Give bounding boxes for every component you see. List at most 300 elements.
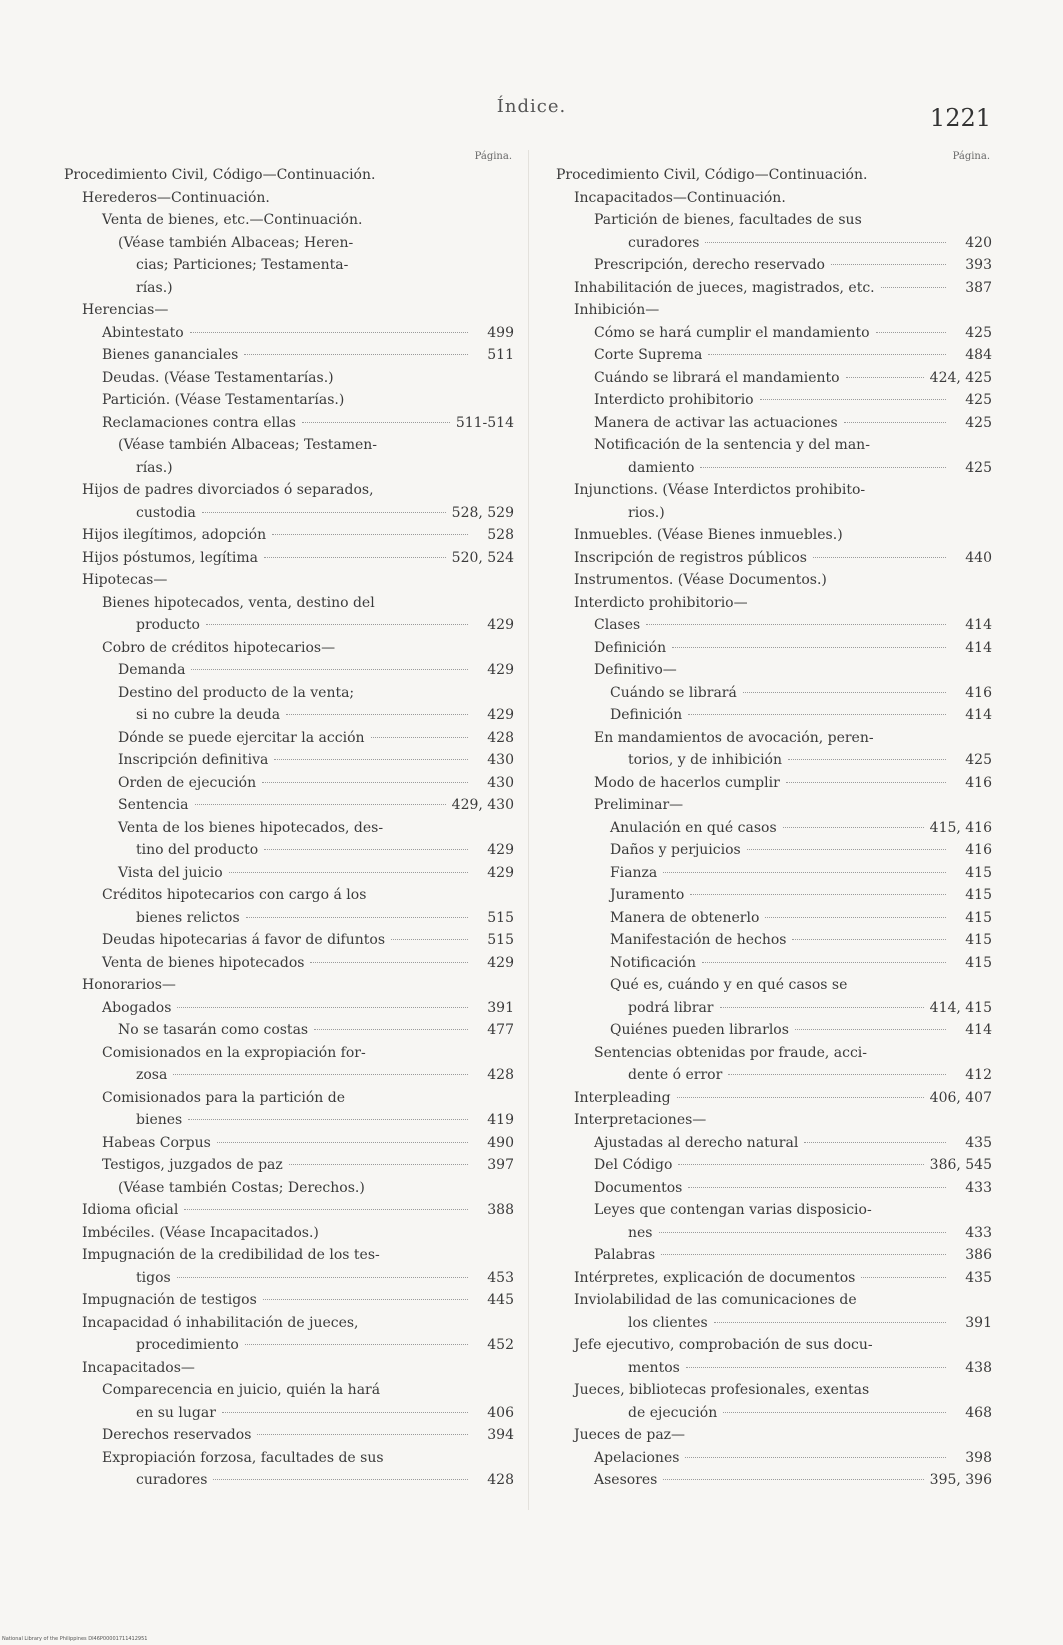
entry-page: 477 bbox=[487, 1022, 514, 1038]
index-entry bbox=[64, 1222, 514, 1245]
entry-text: cias; Particiones; Testamenta- bbox=[136, 257, 349, 273]
index-entry bbox=[556, 434, 992, 457]
entry-text: Quiénes pueden librarlos bbox=[610, 1022, 789, 1038]
entry-page: 419 bbox=[487, 1112, 514, 1128]
entry-page: 452 bbox=[487, 1337, 514, 1353]
index-entry bbox=[556, 592, 992, 615]
index-entry bbox=[64, 547, 514, 570]
index-entry bbox=[556, 277, 992, 300]
entry-text: Procedimiento Civil, Código—Continuación. bbox=[556, 167, 868, 183]
dot-leader bbox=[747, 849, 946, 850]
entry-page: 415, 416 bbox=[929, 819, 992, 836]
index-entry bbox=[556, 1042, 992, 1065]
index-entry bbox=[556, 232, 992, 255]
running-header: Índice. bbox=[496, 96, 567, 117]
dot-leader bbox=[760, 399, 946, 400]
index-entry bbox=[64, 502, 514, 525]
entry-page: 414 bbox=[965, 617, 992, 633]
entry-page: 415 bbox=[965, 909, 992, 926]
entry-text: Ajustadas al derecho natural bbox=[594, 1134, 799, 1151]
entry-text: Cómo se hará cumplir el mandamiento bbox=[594, 324, 870, 341]
index-entry bbox=[556, 569, 992, 592]
index-entry bbox=[556, 1402, 992, 1425]
index-entry bbox=[64, 862, 514, 885]
index-entry bbox=[556, 367, 992, 390]
entry-text: Interpretaciones— bbox=[574, 1112, 707, 1128]
entry-text: Honorarios— bbox=[82, 977, 176, 993]
index-entry bbox=[64, 1447, 514, 1470]
entry-page: 406, 407 bbox=[929, 1089, 992, 1106]
entry-text: Destino del producto de la venta; bbox=[118, 684, 355, 701]
entry-text: En mandamientos de avocación, peren- bbox=[594, 729, 874, 746]
entry-text: Jueces de paz— bbox=[574, 1427, 686, 1443]
entry-text: torios, y de inhibición bbox=[628, 752, 782, 768]
entry-text: Herederos—Continuación. bbox=[82, 189, 270, 206]
entry-text: (Véase también Costas; Derechos.) bbox=[118, 1179, 365, 1196]
pagina-label: Página. bbox=[952, 151, 990, 162]
dot-leader bbox=[202, 512, 446, 513]
entry-page: 429 bbox=[487, 662, 514, 678]
entry-text: Interdicto prohibitorio bbox=[594, 392, 754, 408]
dot-leader bbox=[678, 1164, 923, 1165]
entry-page: 511 bbox=[487, 347, 514, 363]
entry-text: Comisionados para la partición de bbox=[102, 1089, 346, 1106]
index-entry bbox=[64, 1357, 514, 1380]
entry-text: Cuándo se librará bbox=[610, 684, 737, 701]
entry-text: Inviolabilidad de las comunicaciones de bbox=[574, 1292, 857, 1308]
index-entry bbox=[64, 1064, 514, 1087]
index-entry bbox=[64, 974, 514, 997]
entry-text: Manera de obtenerlo bbox=[610, 909, 760, 926]
entry-text: Partición de bienes, facultades de sus bbox=[594, 212, 862, 228]
dot-leader bbox=[831, 264, 946, 265]
entry-text: Deudas. (Véase Testamentarías.) bbox=[102, 369, 334, 386]
index-entry bbox=[556, 907, 992, 930]
dot-leader bbox=[861, 1277, 946, 1278]
entry-page: 511-514 bbox=[455, 414, 514, 431]
entry-text: Preliminar— bbox=[594, 797, 684, 813]
index-entry bbox=[64, 907, 514, 930]
entry-page: 388 bbox=[487, 1202, 514, 1218]
index-entry bbox=[556, 817, 992, 840]
index-entry bbox=[64, 772, 514, 795]
index-entry bbox=[556, 1154, 992, 1177]
entry-page: 415 bbox=[965, 864, 992, 881]
entry-text: Sentencia bbox=[118, 797, 189, 813]
dot-leader bbox=[714, 1322, 946, 1323]
dot-leader bbox=[783, 827, 924, 828]
dot-leader bbox=[705, 242, 946, 243]
index-entry bbox=[64, 1267, 514, 1290]
index-entry bbox=[64, 929, 514, 952]
entry-text: Intérpretes, explicación de documentos bbox=[574, 1269, 856, 1286]
entry-page: 425 bbox=[965, 414, 992, 431]
index-entry bbox=[556, 524, 992, 547]
entry-page: 420 bbox=[965, 234, 992, 251]
entry-text: Inhabilitación de jueces, magistrados, etc. bbox=[574, 279, 875, 296]
dot-leader bbox=[177, 1277, 468, 1278]
dot-leader bbox=[184, 1209, 468, 1210]
dot-leader bbox=[690, 894, 946, 895]
entry-text: Clases bbox=[594, 617, 641, 633]
dot-leader bbox=[685, 1457, 946, 1458]
entry-page: 429 bbox=[487, 864, 514, 881]
index-entry bbox=[556, 1357, 992, 1380]
dot-leader bbox=[173, 1074, 468, 1075]
index-entry bbox=[556, 637, 992, 660]
entry-text: Testigos, juzgados de paz bbox=[102, 1157, 283, 1173]
column-divider bbox=[528, 150, 529, 1510]
dot-leader bbox=[195, 804, 446, 805]
dot-leader bbox=[672, 647, 946, 648]
entry-page: 416 bbox=[965, 684, 992, 701]
entry-text: Palabras bbox=[594, 1247, 656, 1263]
entry-text: Demanda bbox=[118, 662, 186, 678]
entry-text: Apelaciones bbox=[594, 1449, 680, 1466]
index-column-right bbox=[556, 150, 992, 1492]
entry-text: (Véase también Albaceas; Testamen- bbox=[118, 437, 377, 453]
entry-page: 528, 529 bbox=[451, 504, 514, 521]
page-number: 1221 bbox=[929, 104, 991, 132]
entry-text: Venta de bienes hipotecados bbox=[102, 954, 305, 971]
index-entry bbox=[64, 817, 514, 840]
pagina-label: Página. bbox=[474, 151, 512, 162]
entry-text: Imbéciles. (Véase Incapacitados.) bbox=[82, 1224, 319, 1241]
entry-text: damiento bbox=[628, 459, 695, 476]
entry-text: nes bbox=[628, 1224, 653, 1241]
entry-text: Incapacitados—Continuación. bbox=[574, 189, 786, 206]
index-entry bbox=[64, 704, 514, 727]
entry-text: Daños y perjuicios bbox=[610, 842, 741, 858]
entry-page: 520, 524 bbox=[451, 549, 514, 566]
index-entry bbox=[64, 1199, 514, 1222]
entry-text: Abogados bbox=[102, 999, 172, 1016]
dot-leader bbox=[786, 782, 946, 783]
dot-leader bbox=[188, 1119, 468, 1120]
dot-leader bbox=[723, 1412, 946, 1413]
index-entry bbox=[64, 277, 514, 300]
entry-text: Hijos ilegítimos, adopción bbox=[82, 527, 267, 543]
entry-page: 429, 430 bbox=[451, 797, 514, 813]
index-entry bbox=[556, 344, 992, 367]
entry-text: (Véase también Albaceas; Heren- bbox=[118, 234, 354, 251]
index-entry bbox=[64, 299, 514, 322]
entry-text: dente ó error bbox=[628, 1067, 723, 1083]
entry-text: Vista del juicio bbox=[118, 864, 223, 881]
entry-text: Hijos de padres divorciados ó separados, bbox=[82, 482, 374, 498]
index-entry bbox=[556, 614, 992, 637]
entry-text: Manera de activar las actuaciones bbox=[594, 414, 838, 431]
entry-page: 415 bbox=[965, 932, 992, 948]
entry-text: Inscripción definitiva bbox=[118, 752, 269, 768]
index-entry bbox=[64, 1402, 514, 1425]
entry-text: Procedimiento Civil, Código—Continuación. bbox=[64, 167, 376, 183]
entry-page: 415 bbox=[965, 954, 992, 971]
dot-leader bbox=[302, 422, 450, 423]
entry-text: Abintestato bbox=[102, 324, 184, 341]
entry-text: rías.) bbox=[136, 459, 173, 476]
entry-text: Fianza bbox=[610, 864, 658, 881]
dot-leader bbox=[659, 1232, 947, 1233]
dot-leader bbox=[804, 1142, 946, 1143]
entry-text: Jefe ejecutivo, comprobación de sus docu- bbox=[574, 1337, 873, 1353]
entry-text: Inscripción de registros públicos bbox=[574, 549, 807, 566]
dot-leader bbox=[728, 1074, 946, 1075]
entry-page: 440 bbox=[965, 549, 992, 566]
index-entry bbox=[64, 412, 514, 435]
dot-leader bbox=[245, 1344, 468, 1345]
index-entry bbox=[64, 1289, 514, 1312]
index-entry bbox=[64, 1132, 514, 1155]
entry-text: Derechos reservados bbox=[102, 1427, 252, 1443]
index-entry bbox=[64, 1244, 514, 1267]
entry-text: Bienes gananciales bbox=[102, 347, 239, 363]
index-entry bbox=[556, 1267, 992, 1290]
index-entry bbox=[556, 1019, 992, 1042]
entry-text: Cuándo se librará el mandamiento bbox=[594, 369, 840, 386]
entry-text: Anulación en qué casos bbox=[610, 819, 777, 836]
entry-page: 386, 545 bbox=[929, 1157, 992, 1173]
entry-text: los clientes bbox=[628, 1314, 708, 1331]
index-entry bbox=[556, 1064, 992, 1087]
index-entry bbox=[556, 389, 992, 412]
index-entry bbox=[64, 614, 514, 637]
index-entry bbox=[64, 1154, 514, 1177]
entry-page: 414 bbox=[965, 639, 992, 656]
index-entry bbox=[556, 1334, 992, 1357]
dot-leader bbox=[217, 1142, 468, 1143]
entry-page: 429 bbox=[487, 954, 514, 971]
index-entry bbox=[556, 1447, 992, 1470]
entry-text: Definición bbox=[610, 707, 683, 723]
index-entry bbox=[64, 749, 514, 772]
dot-leader bbox=[686, 1367, 946, 1368]
dot-leader bbox=[263, 1299, 468, 1300]
index-entry bbox=[556, 1244, 992, 1267]
entry-text: Corte Suprema bbox=[594, 347, 703, 363]
index-entry bbox=[64, 434, 514, 457]
dot-leader bbox=[677, 1097, 924, 1098]
index-entry bbox=[64, 1109, 514, 1132]
index-column-left bbox=[64, 150, 514, 1492]
index-entry bbox=[64, 479, 514, 502]
entry-text: Impugnación de testigos bbox=[82, 1292, 257, 1308]
entry-text: Interdicto prohibitorio— bbox=[574, 594, 748, 611]
index-entry bbox=[64, 1312, 514, 1335]
entry-text: Reclamaciones contra ellas bbox=[102, 414, 296, 431]
entry-page: 414 bbox=[965, 1022, 992, 1038]
index-entry bbox=[556, 502, 992, 525]
index-entry bbox=[556, 682, 992, 705]
index-entry bbox=[556, 704, 992, 727]
entry-page: 429 bbox=[487, 617, 514, 633]
entry-text: Asesores bbox=[594, 1472, 658, 1488]
entry-text: Modo de hacerlos cumplir bbox=[594, 774, 780, 791]
index-entry bbox=[556, 884, 992, 907]
entry-text: Instrumentos. (Véase Documentos.) bbox=[574, 572, 827, 588]
dot-leader bbox=[646, 624, 946, 625]
index-entry bbox=[556, 1222, 992, 1245]
dot-leader bbox=[246, 917, 468, 918]
index-entry bbox=[64, 884, 514, 907]
entry-text: Hipotecas— bbox=[82, 572, 168, 588]
index-entry bbox=[556, 749, 992, 772]
index-entry bbox=[556, 164, 992, 187]
index-entry bbox=[556, 929, 992, 952]
index-entry bbox=[556, 794, 992, 817]
entry-text: Juramento bbox=[610, 887, 685, 903]
entry-text: Deudas hipotecarias á favor de difuntos bbox=[102, 932, 386, 948]
index-entry bbox=[64, 209, 514, 232]
index-entry bbox=[556, 322, 992, 345]
index-entry bbox=[64, 524, 514, 547]
entry-text: No se tasarán como costas bbox=[118, 1022, 309, 1038]
entry-text: tino del producto bbox=[136, 842, 259, 858]
dot-leader bbox=[792, 939, 946, 940]
entry-text: en su lugar bbox=[136, 1404, 216, 1421]
entry-page: 393 bbox=[965, 257, 992, 273]
index-entry bbox=[556, 839, 992, 862]
index-entry bbox=[64, 1469, 514, 1492]
index-entry bbox=[64, 637, 514, 660]
scan-footer: National Library of the Philippines DI46P00001711412951 bbox=[2, 1636, 148, 1642]
index-entry bbox=[556, 187, 992, 210]
entry-page: 468 bbox=[965, 1404, 992, 1421]
entry-text: procedimiento bbox=[136, 1337, 239, 1353]
index-entry bbox=[556, 479, 992, 502]
dot-leader bbox=[743, 692, 946, 693]
dot-leader bbox=[264, 849, 468, 850]
dot-leader bbox=[846, 377, 924, 378]
entry-page: 438 bbox=[965, 1359, 992, 1376]
entry-page: 435 bbox=[965, 1269, 992, 1286]
entry-text: Hijos póstumos, legítima bbox=[82, 549, 259, 566]
dot-leader bbox=[177, 1007, 468, 1008]
index-entry bbox=[64, 569, 514, 592]
index-entry bbox=[64, 1019, 514, 1042]
entry-page: 428 bbox=[487, 1472, 514, 1488]
entry-text: rios.) bbox=[628, 504, 665, 521]
entry-text: bienes relictos bbox=[136, 909, 240, 926]
entry-text: rías.) bbox=[136, 279, 173, 296]
entry-text: Notificación de la sentencia y del man- bbox=[594, 437, 870, 453]
entry-page: 445 bbox=[487, 1292, 514, 1308]
entry-page: 425 bbox=[965, 459, 992, 476]
index-entry bbox=[556, 727, 992, 750]
index-entry bbox=[64, 389, 514, 412]
dot-leader bbox=[262, 782, 468, 783]
dot-leader bbox=[876, 332, 946, 333]
dot-leader bbox=[688, 714, 946, 715]
dot-leader bbox=[881, 287, 946, 288]
entry-page: 428 bbox=[487, 729, 514, 746]
index-entry bbox=[64, 164, 514, 187]
entry-page: 453 bbox=[487, 1269, 514, 1286]
entry-text: si no cubre la deuda bbox=[136, 707, 281, 723]
entry-page: 490 bbox=[487, 1134, 514, 1151]
entry-page: 395, 396 bbox=[929, 1472, 992, 1488]
entry-text: Habeas Corpus bbox=[102, 1134, 211, 1151]
index-entry bbox=[64, 232, 514, 255]
entry-page: 424, 425 bbox=[929, 369, 992, 386]
entry-page: 429 bbox=[487, 842, 514, 858]
dot-leader bbox=[700, 467, 946, 468]
entry-text: Manifestación de hechos bbox=[610, 932, 787, 948]
entry-text: producto bbox=[136, 617, 200, 633]
entry-page: 499 bbox=[487, 324, 514, 341]
index-entry bbox=[64, 457, 514, 480]
entry-text: Inhibición— bbox=[574, 302, 660, 318]
index-entry bbox=[64, 1177, 514, 1200]
entry-text: Definición bbox=[594, 639, 667, 656]
entry-page: 430 bbox=[487, 752, 514, 768]
index-entry bbox=[64, 344, 514, 367]
entry-page: 416 bbox=[965, 842, 992, 858]
entry-text: curadores bbox=[136, 1472, 208, 1488]
entry-page: 528 bbox=[487, 527, 514, 543]
entry-text: de ejecución bbox=[628, 1404, 718, 1421]
entry-text: Inmuebles. (Véase Bienes inmuebles.) bbox=[574, 527, 843, 543]
index-entry bbox=[556, 1312, 992, 1335]
entry-page: 386 bbox=[965, 1247, 992, 1263]
index-entry bbox=[556, 412, 992, 435]
entry-text: Definitivo— bbox=[594, 662, 677, 678]
entry-text: mentos bbox=[628, 1359, 680, 1376]
entry-text: Sentencias obtenidas por fraude, acci- bbox=[594, 1044, 868, 1061]
entry-page: 414, 415 bbox=[929, 999, 992, 1016]
dot-leader bbox=[688, 1187, 946, 1188]
entry-text: Prescripción, derecho reservado bbox=[594, 257, 825, 273]
entry-page: 425 bbox=[965, 752, 992, 768]
index-entry bbox=[556, 299, 992, 322]
entry-text: Leyes que contengan varias disposicio- bbox=[594, 1202, 872, 1218]
entry-text: Injunctions. (Véase Interdictos prohibito- bbox=[574, 482, 866, 498]
dot-leader bbox=[310, 962, 468, 963]
entry-text: Créditos hipotecarios con cargo á los bbox=[102, 887, 367, 903]
index-entry bbox=[64, 322, 514, 345]
entry-text: Venta de los bienes hipotecados, des- bbox=[118, 819, 384, 836]
entry-page: 484 bbox=[965, 347, 992, 363]
index-entry bbox=[556, 209, 992, 232]
entry-text: custodia bbox=[136, 504, 196, 521]
dot-leader bbox=[257, 1434, 468, 1435]
dot-leader bbox=[391, 939, 468, 940]
entry-text: Documentos bbox=[594, 1179, 683, 1196]
index-entry bbox=[556, 1379, 992, 1402]
dot-leader bbox=[229, 872, 468, 873]
index-entry bbox=[556, 1199, 992, 1222]
entry-page: 433 bbox=[965, 1179, 992, 1196]
entry-text: Expropiación forzosa, facultades de sus bbox=[102, 1449, 384, 1466]
dot-leader bbox=[720, 1007, 924, 1008]
index-entry bbox=[64, 1424, 514, 1447]
dot-leader bbox=[213, 1479, 468, 1480]
entry-page: 429 bbox=[487, 707, 514, 723]
dot-leader bbox=[788, 759, 946, 760]
index-entry bbox=[64, 682, 514, 705]
entry-text: Orden de ejecución bbox=[118, 774, 257, 791]
dot-leader bbox=[206, 624, 468, 625]
dot-leader bbox=[661, 1254, 946, 1255]
dot-leader bbox=[289, 1164, 468, 1165]
index-entry bbox=[64, 187, 514, 210]
index-entry bbox=[556, 659, 992, 682]
entry-text: curadores bbox=[628, 234, 700, 251]
index-entry bbox=[64, 254, 514, 277]
dot-leader bbox=[222, 1412, 468, 1413]
dot-leader bbox=[314, 1029, 468, 1030]
entry-page: 515 bbox=[487, 909, 514, 926]
